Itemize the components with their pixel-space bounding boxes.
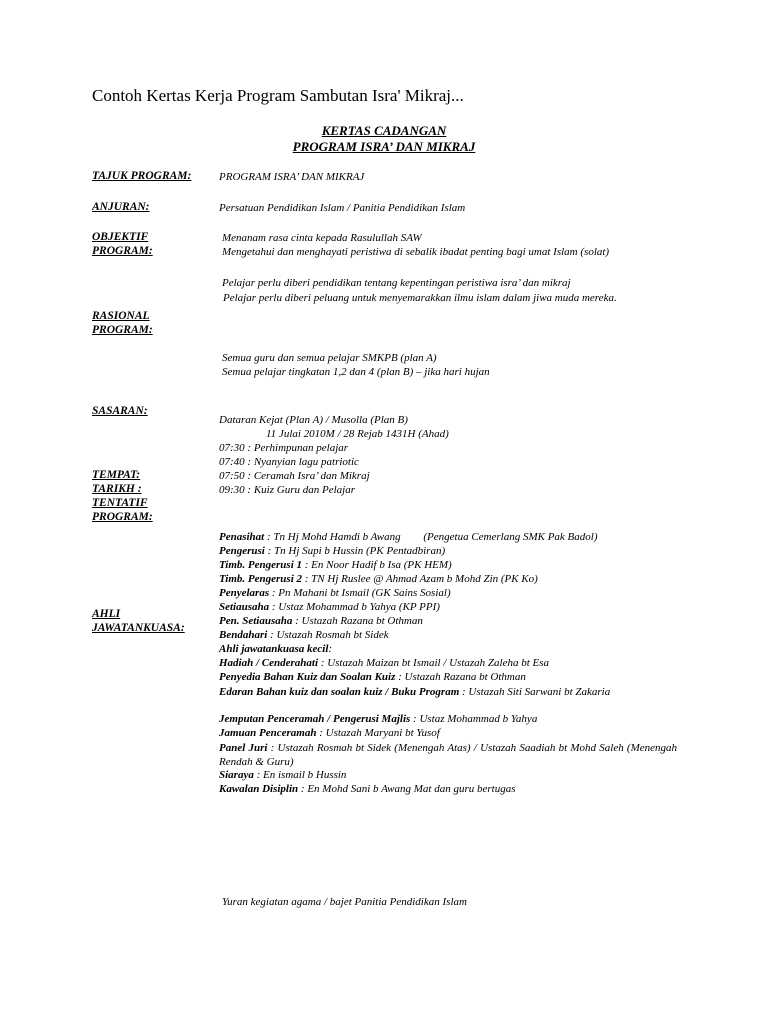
ajk-siaraya (219, 769, 346, 781)
ajk-person: : En Mohd Sani b Awang Mat dan guru bertugas (300, 783, 516, 795)
ajk-role: Hadiah / Cenderahati (219, 657, 319, 669)
ajk-role: Penyelaras (219, 587, 270, 599)
ajk-role: Edaran Bahan kuiz dan soalan kuiz / Buku Program (219, 686, 460, 698)
label-rasional-line2: PROGRAM: (92, 324, 153, 336)
ajk-note: (Pengetua Cemerlang SMK Pak Badol) (423, 531, 598, 543)
ajk-bendahari (219, 629, 389, 641)
ajk-role: Pen. Setiausaha (219, 615, 293, 627)
label-tempat: TEMPAT: (92, 469, 141, 481)
label-ahli-line1: AHLI (92, 608, 121, 620)
ajk-penyelaras (219, 587, 451, 599)
ajk-role: Jamuan Penceramah (219, 727, 317, 739)
ajk-role: Setiausaha (219, 601, 270, 613)
value-rasional-2: Pelajar perlu diberi peluang untuk menyemarakkan ilmu islam dalam jiwa muda mereka. (223, 292, 617, 304)
document-title-line2: PROGRAM ISRA’ DAN MIKRAJ (292, 139, 476, 154)
label-anjuran: ANJURAN: (92, 201, 150, 213)
ajk-kawalan-disiplin (219, 783, 516, 795)
document-title-line1: KERTAS CADANGAN (321, 123, 447, 138)
value-tempat: Dataran Kejat (Plan A) / Musolla (Plan B) (219, 414, 408, 426)
ajk-kecil (219, 643, 332, 655)
ajk-penasihat (219, 531, 598, 543)
ajk-person: : Ustazah Maryani bt Yusof (319, 727, 440, 739)
tentatif-item: 07:40 : Nyanyian lagu patriotic (219, 456, 359, 468)
value-objektif-2: Mengetahui dan menghayati peristiwa di sebalik ibadat penting bagi umat Islam (solat) (222, 246, 610, 258)
ajk-person: : Ustaz Mohammad b Yahya (413, 713, 538, 725)
value-tajuk-program: PROGRAM ISRA’ DAN MIKRAJ (219, 171, 365, 183)
ajk-person: : Ustaz Mohammad b Yahya (KP PPI) (271, 601, 440, 613)
label-objektif-line2: PROGRAM: (92, 245, 153, 257)
value-sasaran-1: Semua guru dan semua pelajar SMKPB (plan A) (222, 352, 437, 364)
ajk-role: Panel Juri (219, 742, 268, 754)
ajk-jamuan (219, 727, 440, 739)
label-tarikh: TARIKH : (92, 483, 142, 495)
ajk-role: Timb. Pengerusi 1 (219, 559, 303, 571)
ajk-person: : Ustazah Maizan bt Ismail / Ustazah Zaleha bt Esa (320, 657, 550, 669)
label-tentatif-line1: TENTATIF (92, 497, 148, 509)
ajk-role: Timb. Pengerusi 2 (219, 573, 303, 585)
label-tentatif-line2: PROGRAM: (92, 511, 153, 523)
ajk-person: : (328, 643, 333, 655)
value-tarikh: 11 Julai 2010M / 28 Rejab 1431H (Ahad) (266, 428, 449, 440)
value-sasaran-2: Semua pelajar tingkatan 1,2 dan 4 (plan B) – jika hari hujan (222, 366, 490, 378)
ajk-person: : Ustazah Rosmah bt Sidek (270, 629, 389, 641)
ajk-person: : En Noor Hadif b Isa (PK HEM) (304, 559, 452, 571)
ajk-person: : Ustazah Siti Sarwani bt Zakaria (462, 686, 611, 698)
ajk-person: : Ustazah Rosmah bt Sidek (Menengah Atas) / Ustazah Saadiah bt Mohd Saleh (Menengah Rendah & Guru) (219, 742, 677, 768)
ajk-edaran (219, 685, 677, 699)
ajk-hadiah (219, 657, 549, 669)
value-anjuran: Persatuan Pendidikan Islam / Panitia Pendidikan Islam (219, 202, 466, 214)
value-rasional-1: Pelajar perlu diberi pendidikan tentang kepentingan peristiwa isra’ dan mikraj (222, 277, 571, 289)
label-ahli-line2: JAWATANKUASA: (92, 622, 185, 634)
ajk-person: : Pn Mahani bt Ismail (GK Sains Sosial) (271, 587, 451, 599)
value-belanjawan: Yuran kegiatan agama / bajet Panitia Pendidikan Islam (222, 896, 467, 908)
label-sasaran: SASARAN: (92, 405, 148, 417)
label-objektif-line1: OBJEKTIF (92, 231, 149, 243)
ajk-role: Jemputan Penceramah / Pengerusi Majlis (219, 713, 411, 725)
ajk-role: Penyedia Bahan Kuiz dan Soalan Kuiz (219, 671, 396, 683)
tentatif-item: 07:50 : Ceramah Isra’ dan Mikraj (219, 470, 370, 482)
ajk-penyedia-kuiz (219, 671, 526, 683)
value-objektif-1: Menanam rasa cinta kepada Rasulullah SAW (222, 232, 422, 244)
ajk-person: : En ismail b Hussin (256, 769, 347, 781)
page-heading: Contoh Kertas Kerja Program Sambutan Isra' Mikraj... (92, 86, 464, 105)
label-tajuk-program: TAJUK PROGRAM: (92, 170, 192, 182)
ajk-jemputan (219, 713, 537, 725)
ajk-role: Penasihat (219, 531, 265, 543)
ajk-timb-pengerusi-2 (219, 573, 538, 585)
ajk-person: : Tn Hj Supi b Hussin (PK Pentadbiran) (267, 545, 446, 557)
ajk-role: Bendahari (219, 629, 268, 641)
ajk-role: Siaraya (219, 769, 254, 781)
tentatif-item: 07:30 : Perhimpunan pelajar (219, 442, 349, 454)
ajk-role: Kawalan Disiplin (219, 783, 299, 795)
ajk-panel-juri (219, 741, 677, 769)
ajk-person: : Ustazah Razana bt Othman (398, 671, 526, 683)
ajk-role: Ahli jawatankuasa kecil (219, 643, 329, 655)
label-rasional-line1: RASIONAL (92, 310, 150, 322)
tentatif-item: 09:30 : Kuiz Guru dan Pelajar (219, 484, 355, 496)
ajk-person: : Ustazah Razana bt Othman (295, 615, 423, 627)
ajk-setiausaha (219, 601, 440, 613)
ajk-person: : Tn Hj Mohd Hamdi b Awang (266, 531, 401, 543)
ajk-timb-pengerusi-1 (219, 559, 452, 571)
ajk-pengerusi (219, 545, 445, 557)
ajk-pen-setiausaha (219, 615, 423, 627)
ajk-role: Pengerusi (219, 545, 265, 557)
ajk-person: : TN Hj Ruslee @ Ahmad Azam b Mohd Zin (PK Ko) (304, 573, 538, 585)
